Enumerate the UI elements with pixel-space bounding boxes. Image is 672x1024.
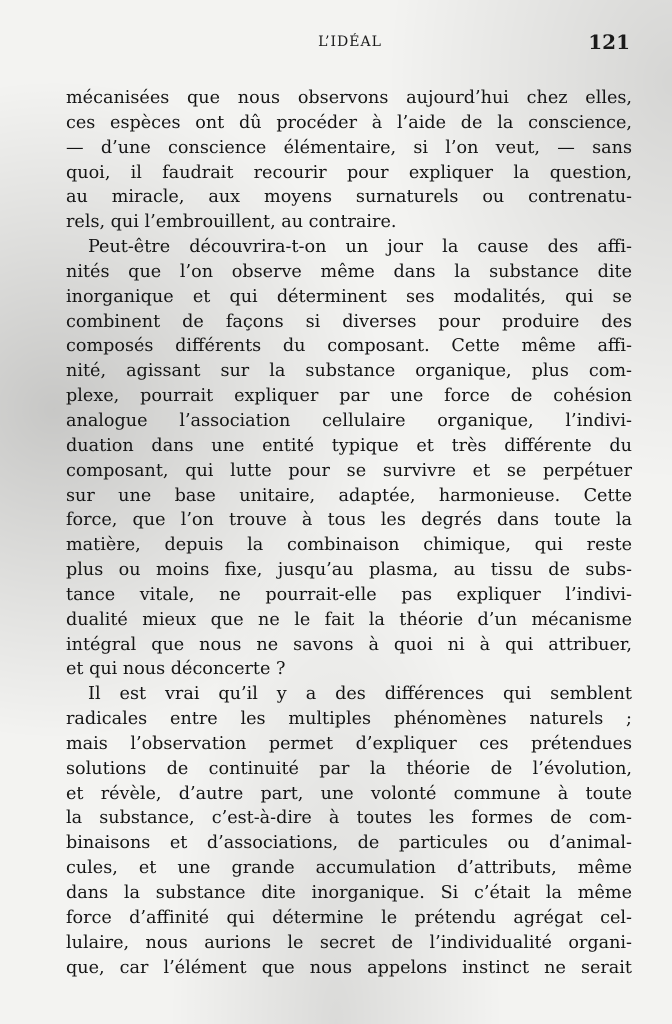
text-line: dualité mieux que ne le fait la théorie d’un mécanisme xyxy=(66,609,632,630)
text-line: intégral que nous ne savons à quoi ni à qui attribuer, xyxy=(66,634,632,655)
text-line: que, car l’élément que nous appelons instinct ne serait xyxy=(66,957,632,978)
text-line: composant, qui lutte pour se survivre et se perpétuer xyxy=(66,460,632,481)
text-line: plus ou moins fixe, jusqu’au plasma, au tissu de subs- xyxy=(66,560,632,581)
text-line: au miracle, aux moyens surnaturels ou contrenatu- xyxy=(66,187,632,208)
text-line: Il est vrai qu’il y a des différences qui semblent xyxy=(88,684,632,705)
text-line: composés différents du composant. Cette même affi- xyxy=(66,336,632,357)
text-line: tance vitale, ne pourrait-elle pas expliquer l’indivi- xyxy=(66,584,632,605)
text-line: sur une base unitaire, adaptée, harmonieuse. Cette xyxy=(66,485,632,506)
text-line: lulaire, nous aurions le secret de l’individualité organi- xyxy=(66,932,632,953)
text-line: la substance, c’est-à-dire à toutes les formes de com- xyxy=(66,808,632,829)
text-line: cules, et une grande accumulation d’attributs, même xyxy=(66,858,632,879)
text-line: combinent de façons si diverses pour produire des xyxy=(66,311,632,332)
text-line: mécanisées que nous observons aujourd’hui chez elles, xyxy=(66,88,632,108)
text-line: ces espèces ont dû procéder à l’aide de la conscience, xyxy=(66,112,632,133)
text-line: binaisons et d’associations, de particules ou d’animal- xyxy=(66,833,632,854)
text-line: matière, depuis la combinaison chimique, qui reste xyxy=(66,535,632,556)
text-line: Peut-être découvrira-t-on un jour la cause des affi- xyxy=(88,237,632,258)
page-header xyxy=(0,30,672,58)
page-number: 121 xyxy=(588,30,630,54)
text-line: nité, agissant sur la substance organique, plus com- xyxy=(66,361,632,382)
text-line: mais l’observation permet d’expliquer ces prétendues xyxy=(66,733,632,754)
text-line: radicales entre les multiples phénomènes naturels ; xyxy=(66,709,632,730)
text-line: nités que l’on observe même dans la substance dite xyxy=(66,261,632,282)
text-line: et révèle, d’autre part, une volonté commune à toute xyxy=(66,783,632,804)
text-line: rels, qui l’embrouillent, au contraire. xyxy=(66,212,397,233)
text-line: plexe, pourrait expliquer par une force de cohésion xyxy=(66,386,632,407)
running-title: L’IDÉAL xyxy=(318,34,382,50)
text-line: force, que l’on trouve à tous les degrés dans toute la xyxy=(66,510,632,531)
text-line: dans la substance dite inorganique. Si c’était la même xyxy=(66,883,632,903)
text-line: quoi, il faudrait recourir pour expliquer la question, xyxy=(66,162,632,183)
text-line: force d’affinité qui détermine le prétendu agrégat cel- xyxy=(66,907,632,928)
text-line: — d’une conscience élémentaire, si l’on veut, — sans xyxy=(66,137,632,158)
body-text xyxy=(66,86,632,980)
text-line: inorganique et qui déterminent ses modalités, qui se xyxy=(66,286,632,307)
text-line: analogue l’association cellulaire organique, l’indivi- xyxy=(66,410,632,431)
text-line: et qui nous déconcerte ? xyxy=(66,659,286,680)
text-line: duation dans une entité typique et très différente du xyxy=(66,435,632,456)
text-line: solutions de continuité par la théorie de l’évolution, xyxy=(66,758,632,779)
